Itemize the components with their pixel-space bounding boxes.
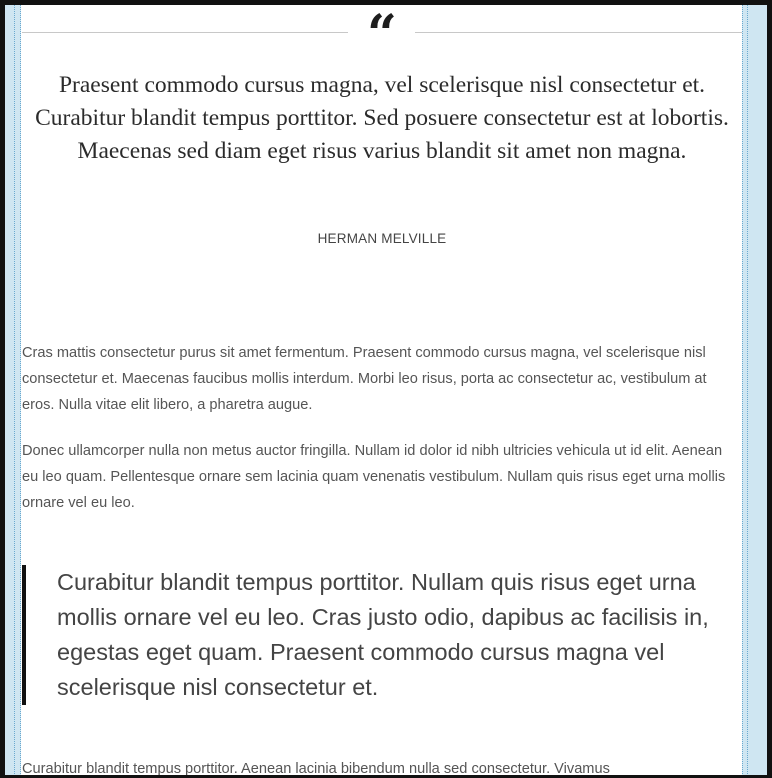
blockquote-text: Curabitur blandit tempus porttitor. Nullam quis risus eget urna mollis ornare vel eu leo. Cras justo odio, dapibus ac facilisis in, egestas eget quam. Praesent commodo cursus magna vel scelerisque nisl consectetur et. — [57, 569, 709, 700]
divider-right — [415, 32, 742, 33]
paragraph: Cras mattis consectetur purus sit amet fermentum. Praesent commodo cursus magna, vel scelerisque nisl consectetur et. Maecenas faucibus mollis interdum. Morbi leo risus, porta ac consectetur ac, vestibulum at eros. Nulla vitae elit libero, a pharetra augue. — [22, 345, 707, 413]
quote-icon: “ — [367, 5, 397, 65]
left-guide-margin — [5, 5, 21, 776]
article-content — [22, 5, 742, 776]
quote-header — [22, 5, 742, 65]
paragraph: Donec ullamcorper nulla non metus auctor fringilla. Nullam id dolor id nibh ultricies vehicula ut id elit. Aenean eu leo quam. Pellentesque ornare sem lacinia quam venenatis vestibulum. Nullam quis risus eget urna mollis ornare vel eu leo. — [22, 443, 726, 511]
right-guide-margin — [742, 5, 767, 776]
paragraph: Curabitur blandit tempus porttitor. Aenean lacinia bibendum nulla sed consectetur. Vivamus — [22, 761, 610, 776]
pull-quote-text: Praesent commodo cursus magna, vel scelerisque nisl consectetur et. Curabitur blandit tempus porttitor. Sed posuere consectetur est at lobortis. Maecenas sed diam eget risus varius blandit sit amet non magna. — [35, 72, 729, 164]
blockquote — [22, 565, 722, 705]
quote-author: HERMAN MELVILLE — [317, 231, 447, 246]
divider-left — [22, 32, 348, 33]
